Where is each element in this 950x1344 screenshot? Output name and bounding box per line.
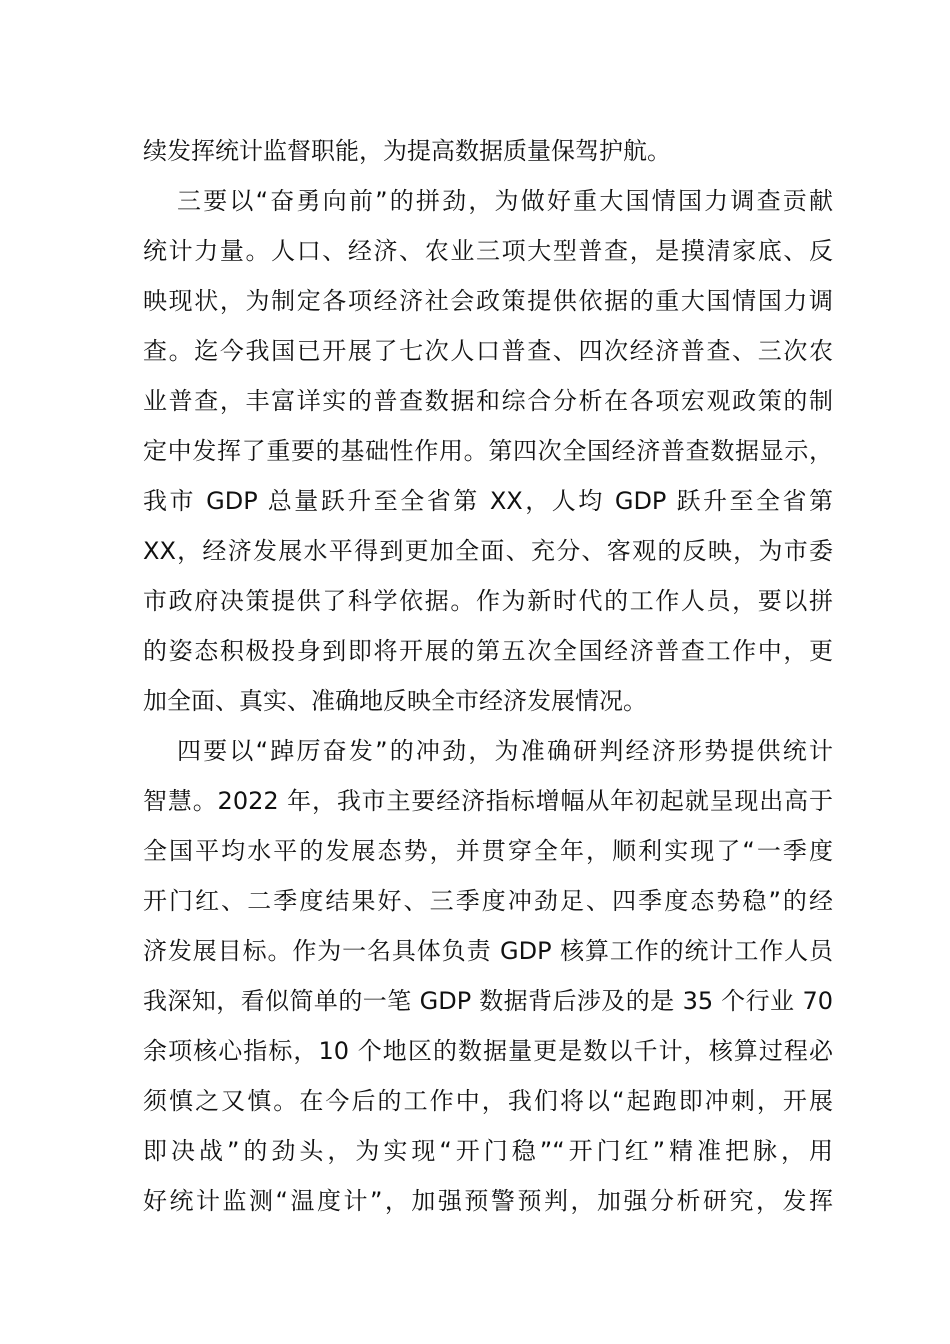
text-line: 全国平均水平的发展态势，并贯穿全年，顺利实现了“一季度 [143, 837, 833, 865]
text-line: 开门红、二季度结果好、三季度冲劲足、四季度态势稳”的经 [143, 887, 833, 915]
text-line: 续发挥统计监督职能，为提高数据质量保驾护航。 [143, 137, 671, 165]
paragraph-first-line: 三要以“奋勇向前”的拼劲，为做好重大国情国力调查贡献 [177, 187, 833, 215]
text-line: 好统计监测“温度计”，加强预警预判，加强分析研究，发挥 [143, 1187, 833, 1215]
text-line: 定中发挥了重要的基础性作用。第四次全国经济普查数据显示， [143, 437, 833, 465]
text-line: 我深知，看似简单的一笔 GDP 数据背后涉及的是 35 个行业 70 [143, 987, 833, 1015]
text-line: 加全面、真实、准确地反映全市经济发展情况。 [143, 687, 647, 715]
text-line: XX，经济发展水平得到更加全面、充分、客观的反映，为市委 [143, 537, 833, 565]
text-line: 的姿态积极投身到即将开展的第五次全国经济普查工作中，更 [143, 637, 833, 665]
text-line: 市政府决策提供了科学依据。作为新时代的工作人员，要以拼 [143, 587, 833, 615]
text-line: 查。迄今我国已开展了七次人口普查、四次经济普查、三次农 [143, 337, 833, 365]
text-line: 济发展目标。作为一名具体负责 GDP 核算工作的统计工作人员 [143, 937, 833, 965]
paragraph-first-line: 四要以“踔厉奋发”的冲劲，为准确研判经济形势提供统计 [177, 737, 833, 765]
text-line: 须慎之又慎。在今后的工作中，我们将以“起跑即冲刺，开展 [143, 1087, 833, 1115]
text-line: 即决战”的劲头，为实现“开门稳”“开门红”精准把脉，用 [143, 1137, 833, 1165]
text-line: 余项核心指标，10 个地区的数据量更是数以千计，核算过程必 [143, 1037, 833, 1065]
text-line: 我市 GDP 总量跃升至全省第 XX，人均 GDP 跃升至全省第 [143, 487, 833, 515]
body-text [143, 126, 833, 1226]
text-line: 智慧。2022 年，我市主要经济指标增幅从年初起就呈现出高于 [143, 787, 833, 815]
text-line: 映现状，为制定各项经济社会政策提供依据的重大国情国力调 [143, 287, 833, 315]
text-line: 统计力量。人口、经济、农业三项大型普查，是摸清家底、反 [143, 237, 833, 265]
text-line: 业普查，丰富详实的普查数据和综合分析在各项宏观政策的制 [143, 387, 833, 415]
